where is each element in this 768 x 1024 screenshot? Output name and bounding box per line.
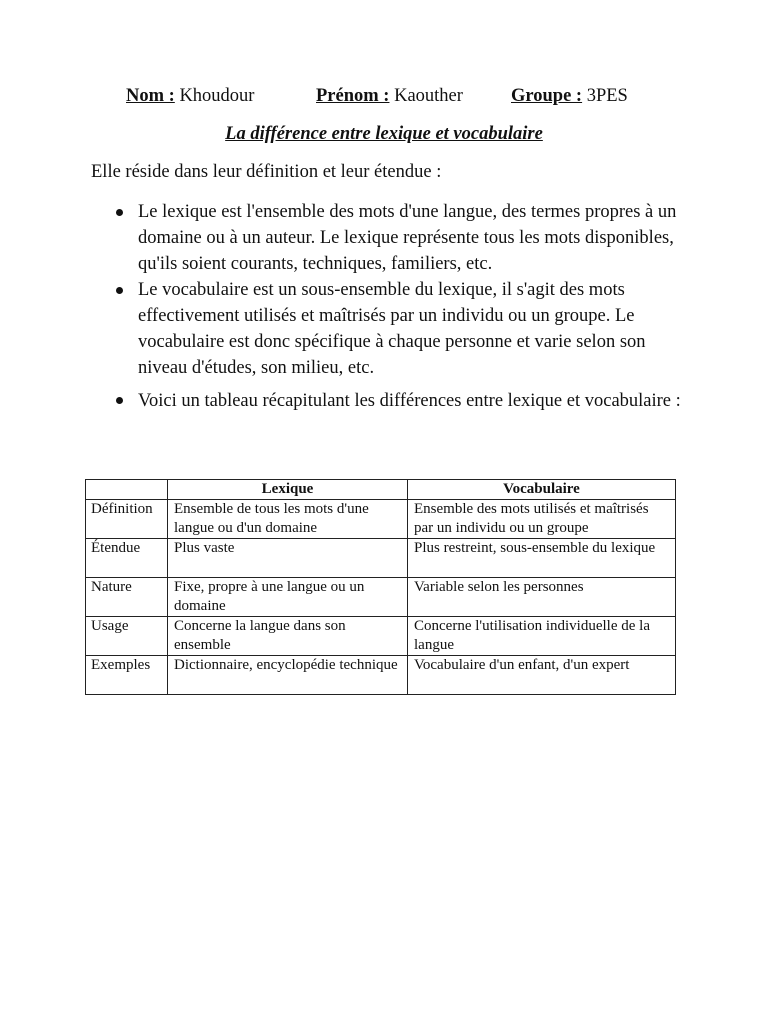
list-item: [0, 387, 683, 415]
table-row: [86, 617, 676, 656]
bullet-icon: [116, 287, 123, 294]
table-cell: Concerne l'utilisation individuelle de la langue: [408, 617, 676, 656]
bullet-icon: [116, 209, 123, 216]
table-cell: Fixe, propre à une langue ou un domaine: [168, 578, 408, 617]
table-cell: Étendue: [86, 539, 168, 578]
table-cell: Plus vaste: [168, 539, 408, 578]
groupe-label: Groupe :: [511, 86, 583, 106]
nom-label: Nom :: [126, 86, 175, 106]
nom-value: Khoudour: [179, 86, 255, 106]
table-row: [86, 539, 676, 578]
bullet-text: Le lexique est l'ensemble des mots d'une langue, des termes propres à un domaine ou à un auteur. Le lexique représente tous les mots disponibles, qu'ils soient courants, techniques, familiers, etc.: [138, 202, 677, 274]
table-cell: Vocabulaire d'un enfant, d'un expert: [408, 656, 676, 695]
table-cell: Ensemble de tous les mots d'une langue ou d'un domaine: [168, 500, 408, 539]
table-header-cell: Vocabulaire: [408, 480, 676, 500]
intro-text: Elle réside dans leur définition et leur étendue :: [91, 162, 442, 182]
table-cell: Concerne la langue dans son ensemble: [168, 617, 408, 656]
table-cell: Plus restreint, sous-ensemble du lexique: [408, 539, 676, 578]
nom-field: [126, 86, 254, 107]
table-header-cell: Lexique: [168, 480, 408, 500]
table-header-row: [86, 480, 676, 500]
table-row: [86, 578, 676, 617]
table-cell: Usage: [86, 617, 168, 656]
table-cell: Variable selon les personnes: [408, 578, 676, 617]
groupe-field: [511, 86, 628, 107]
table-cell: Dictionnaire, encyclopédie technique: [168, 656, 408, 695]
bullet-text: Le vocabulaire est un sous-ensemble du lexique, il s'agit des mots effectivement utilisés et maîtrisés par un individu ou un groupe. Le vocabulaire est donc spécifique à chaque personne et varie selon son niveau d'études, son milieu, etc.: [138, 280, 646, 378]
bullet-icon: [116, 397, 123, 404]
prenom-label: Prénom :: [316, 86, 390, 106]
table-cell: Exemples: [86, 656, 168, 695]
prenom-value: Kaouther: [394, 86, 463, 106]
prenom-field: [316, 86, 463, 107]
groupe-value: 3PES: [586, 86, 628, 106]
table-row: [86, 656, 676, 695]
table-cell: Définition: [86, 500, 168, 539]
comparison-table: [85, 479, 676, 695]
table-cell: Ensemble des mots utilisés et maîtrisés par un individu ou un groupe: [408, 500, 676, 539]
table-header-cell: [86, 480, 168, 500]
list-item: [0, 277, 683, 381]
bullet-text: Voici un tableau récapitulant les différences entre lexique et vocabulaire :: [138, 391, 681, 411]
bullet-list: [0, 199, 768, 415]
table-row: [86, 500, 676, 539]
list-item: [0, 199, 683, 277]
document-title: La différence entre lexique et vocabulaire: [225, 124, 543, 144]
table-cell: Nature: [86, 578, 168, 617]
